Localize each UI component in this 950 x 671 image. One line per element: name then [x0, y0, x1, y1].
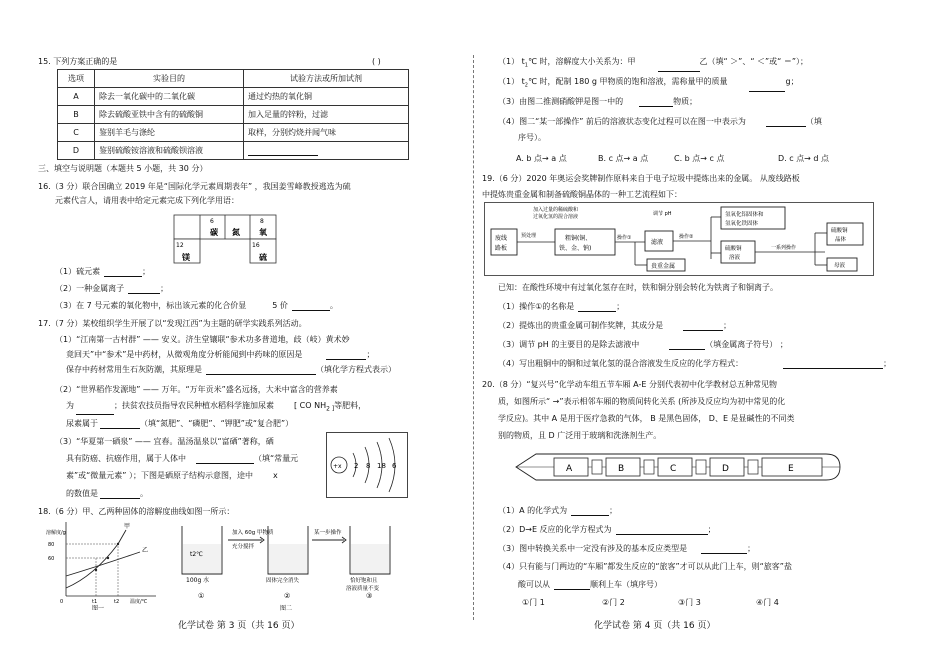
solubility-figure-1	[44, 518, 164, 610]
solubility-chart-svg	[44, 518, 164, 610]
q18-a1: （1） $t_1℃$ 时，溶解度大小关系为：甲 乙（填“ ＞”、“ ＜”或“ ＝”）；	[498, 56, 808, 72]
flow-step: 预处理	[521, 233, 537, 239]
y-tick-label: 80	[48, 542, 55, 548]
q17-line1: 17.（7 分）某校组织学生开展了以“发现江西”为主题的研学实践系列活动。	[38, 319, 307, 328]
flow-box-text: 贵重金属	[651, 263, 676, 270]
flow-box-text: 母液	[834, 263, 846, 269]
table-header-row	[58, 70, 409, 88]
curve-label: 乙	[142, 547, 149, 554]
q17-l10: 素”或“微量元素” ）；下图是硒原子结构示意图，途中 x	[66, 471, 278, 480]
table-cell: 除去硫酸亚铁中含有的硫酸铜	[95, 106, 244, 124]
flow-box-text: 铁、金、钠)	[559, 245, 592, 252]
table-header: 试验方法或所加试剂	[244, 70, 409, 88]
q20-line4: 别的物质，且 D 广泛用于玻璃和洗涤剂生产。	[498, 431, 662, 440]
table-cell: D	[58, 142, 95, 160]
cell-symbol: 氧	[259, 228, 267, 237]
section-heading: 三、填空与说明题（本题共 5 小题，共 30 分）	[38, 164, 208, 173]
cell-number: 12	[176, 242, 184, 249]
table-header: 实验目的	[95, 70, 244, 88]
shell-electrons: 8	[366, 462, 371, 470]
periodic-table-svg	[166, 210, 286, 272]
table-cell: 加入足量的锌粉，过滤	[244, 106, 409, 124]
q15-stem: 15. 下列方案正确的是	[38, 57, 118, 66]
q18-option: B. c 点→ a 点	[598, 154, 649, 163]
q18-a4: （4）图二“某一部操作” 前后的溶液状态变化过程可以在图一中表示为 （填	[498, 117, 822, 126]
q17-l8: （3）“华夏第一硒泉” —— 宜春。温汤温泉以“富硒”著称，硒	[55, 437, 274, 446]
page-footer: 化学试卷 第 3 页（共 16 页）	[178, 621, 300, 631]
table-header: 选项	[58, 70, 95, 88]
flow-box-text: 氢氧化铝固体和	[725, 212, 764, 218]
cell-symbol: 硫	[259, 253, 267, 262]
x-axis-label: 温度/℃	[130, 599, 148, 605]
y-axis-label: 溶解度/g	[46, 530, 66, 536]
flowchart-svg	[485, 203, 873, 275]
x-tick-label: t1	[92, 599, 98, 605]
q20-door: ①门 1	[522, 598, 545, 607]
table-cell	[244, 142, 409, 160]
q20-a3: （3）图中转换关系中一定没有涉及的基本反应类型是 ；	[498, 544, 756, 553]
train-car-label: A	[566, 464, 573, 474]
table-cell: 鉴别羊毛与涤纶	[95, 124, 244, 142]
shell-electrons: 6	[392, 462, 397, 470]
flow-box-text: 氢氧化铁固体	[725, 221, 759, 227]
table-row	[58, 124, 409, 142]
q19-line2: 中提炼贵重金属和制备硫酸铜晶体的一种工艺流程如下：	[482, 190, 682, 199]
cell-symbol: 碳	[210, 228, 218, 237]
flow-box-text: 废线	[495, 235, 508, 242]
flow-reagent: 过氧化氢的混合溶液	[533, 214, 579, 220]
page-right	[478, 0, 950, 671]
table-cell: B	[58, 106, 95, 124]
shell-electrons: 2	[354, 462, 359, 470]
table-cell: 取样，分别灼烧并闻气味	[244, 124, 409, 142]
train-car-label: E	[788, 464, 794, 474]
q18-a3: （3）由图二推测硝酸钾是图一中的 物质；	[498, 97, 698, 106]
page-left	[0, 0, 470, 671]
q20-door: ④门 4	[756, 598, 779, 607]
q20-line2: 质，如图所示“ →”表示相邻车厢的物质间转化关系 (所涉及反应均为初中常见的化	[498, 397, 786, 406]
q20-line3: 学反应)。其中 A 是用于医疗急救的气体， B 是黑色固体， D、E 是显碱性的不同类	[498, 414, 795, 423]
step-label: 加入 60g 甲物质	[232, 530, 274, 536]
cell-symbol: 氮	[232, 228, 240, 237]
q16-line1: 16.（3 分）联合国确立 2019 年是“国际化学元素周期表年” ，我国姜雪峰教授逃选为硫	[38, 182, 351, 191]
table-row	[58, 142, 409, 160]
table-cell: C	[58, 124, 95, 142]
table-cell: A	[58, 88, 95, 106]
step-label: 某一步操作	[314, 530, 342, 536]
q17-l3: 竟回天”中“参术”是中药材，从微观角度分析能闻到中药味的原因是 ；	[66, 350, 375, 359]
q20-line1: 20.（8 分）“复兴号”化学动车组五节车厢 A-E 分别代表初中化学教材总五种常见物	[482, 380, 777, 389]
y-tick-label: 60	[48, 556, 55, 562]
atom-nucleus: +x	[333, 463, 342, 470]
q17-l2: （1）“江南第一古村群” —— 安义。济生堂镶联“参术功多普道地，歧（岐）黄术妙	[55, 335, 350, 344]
q15-table	[57, 69, 409, 160]
table-row	[58, 88, 409, 106]
q19-a4: （4）写出粗铜中的铜和过氧化氢的混合溶液发生反应的化学方程式： ；	[498, 359, 892, 368]
q18-line1: 18.（6 分）甲、乙两种固体的溶解度曲线如图一所示：	[38, 507, 235, 516]
q20-a1: （1）A 的化学式为 ；	[498, 506, 618, 515]
q19-a1: （1）操作①的名称是 ；	[498, 302, 625, 311]
selenium-atom-diagram	[326, 432, 408, 498]
q18-option: D. c 点→ d 点	[778, 154, 830, 163]
q18-a4-cont: 序号）。	[518, 133, 546, 142]
cell-symbol: 镁	[182, 253, 190, 262]
flow-box-text: 硫酸铜	[831, 228, 848, 234]
page-divider	[473, 55, 474, 620]
flow-box-text: 路板	[495, 245, 508, 252]
beaker-label: 100g 水	[186, 577, 210, 584]
cell-number: 16	[252, 242, 260, 249]
beaker-number: ②	[284, 592, 291, 600]
beakers-svg	[176, 518, 412, 612]
beaker-number: ①	[198, 592, 205, 600]
beaker-label: 恰好饱和且	[350, 578, 378, 584]
q19-process-flowchart	[484, 202, 874, 276]
q16-a1: （1）硫元素 ；	[55, 267, 151, 276]
step-label: 充分搅拌	[232, 544, 255, 550]
x-tick-label: t2	[114, 599, 120, 605]
x-tick-label: 0	[60, 599, 64, 605]
flow-box-text: 滤液	[651, 239, 664, 246]
flow-step: 调节 pH	[653, 211, 672, 217]
table-row	[58, 106, 409, 124]
flow-step: 一系列操作	[771, 245, 797, 251]
train-car-label: D	[722, 464, 729, 474]
q17-l6: 为 ；扶贫农技员指导农民种植水稻科学施加尿素 [ CO $NH_{2 ]}$等肥料，	[66, 401, 367, 413]
q18-option: C. b 点→ c 点	[674, 154, 725, 163]
q17-l4: 保存中药材常用生石灰防潮，其原理是 （填化学方程式表示）	[66, 365, 396, 374]
q20-a2: （2）D→E 反应的化学方程式为 ；	[498, 525, 716, 534]
beaker-label: 固体完全消失	[266, 578, 300, 584]
figure-caption: 图二	[280, 605, 293, 612]
flow-box-text: 粗铜(铜、	[565, 235, 592, 242]
q15-answer-paren: ( )	[372, 57, 381, 66]
q17-l5: （2）“世界稻作发源地” —— 万年。“万年贡米”盛名远扬，大米中富含的营养素	[55, 385, 338, 394]
shell-electrons: 18	[377, 462, 386, 470]
table-cell: 除去一氧化碳中的二氧化碳	[95, 88, 244, 106]
cell-number: 8	[260, 218, 264, 225]
beaker-number: ③	[366, 592, 373, 600]
train-car-label: C	[670, 464, 677, 474]
q16-a2: （2）一种金属离子 ；	[55, 284, 169, 293]
q16-line2: 元素代言人，请用表中给定元素完成下列化学用语：	[55, 196, 239, 205]
train-svg	[514, 450, 844, 484]
flow-box-text: 晶体	[835, 237, 847, 243]
q20-a4: （4）只有能与门两边的“车厢”都发生反应的“旅客”才可以从此门上车，则“旅客”盐	[498, 562, 792, 571]
q18-option: A. b 点→ a 点	[516, 154, 567, 163]
q17-l7: 尿素属于 （填“氮肥”、“磷肥”、“钾肥”或“复合肥”）	[66, 419, 294, 428]
periodic-table-fragment	[166, 210, 276, 260]
q17-l11: 的数值是 。	[66, 489, 148, 498]
q19-line1: 19.（6 分）2020 年奥运会奖牌制作原料来自于电子垃圾中提炼出来的金属。 从废线路板	[482, 174, 800, 183]
flow-reagent: 加入过量的稀硫酸和	[533, 207, 579, 213]
q19-a2: （2）提炼出的贵重金属可制作奖牌，其成分是 ；	[498, 321, 732, 330]
q20-train-diagram	[514, 450, 844, 484]
figure-caption: 图一	[92, 605, 105, 610]
q17-l9: 具有防癌、抗癌作用，属于人体中 （填“常量元	[66, 454, 299, 463]
page-footer: 化学试卷 第 4 页（共 16 页）	[594, 621, 716, 631]
beaker-label: 溶液质量不变	[346, 586, 380, 592]
cell-number: 6	[210, 218, 214, 225]
flow-step: 操作①	[617, 235, 632, 241]
flow-step: 操作②	[679, 234, 694, 240]
q20-a5: 酸可以从 顺利上车（填序号）	[518, 580, 662, 589]
beaker-temp: t2℃	[190, 551, 203, 558]
atom-structure-svg	[327, 433, 407, 497]
q19-known: 已知：在酸性环境中有过氧化氢存在时，铁和铜分别会转化为铁离子和铜离子。	[498, 283, 778, 292]
table-cell: 通过灼热的氧化铜	[244, 88, 409, 106]
flow-box-text: 溶液	[729, 255, 741, 261]
table-cell: 鉴别硫酸铵溶液和硫酸钡溶液	[95, 142, 244, 160]
flow-box-text: 硫酸铜	[725, 246, 742, 252]
q18-a2: （1） $t_2℃$ 时，配制 180 g 甲物质的饱和溶液，需称量甲的质量 g；	[498, 76, 799, 92]
q20-door: ③门 3	[678, 598, 701, 607]
solubility-figure-2	[176, 518, 412, 612]
q20-door: ②门 2	[602, 598, 625, 607]
q16-a3: （3）在 7 号元素的氧化物中，标出该元素的化合价显 5 价 。	[55, 301, 338, 310]
train-car-label: B	[618, 464, 625, 474]
curve-label: 甲	[124, 523, 131, 530]
q19-a3: （3）调节 pH 的主要目的是除去滤液中 （填金属离子符号） ；	[498, 340, 788, 349]
